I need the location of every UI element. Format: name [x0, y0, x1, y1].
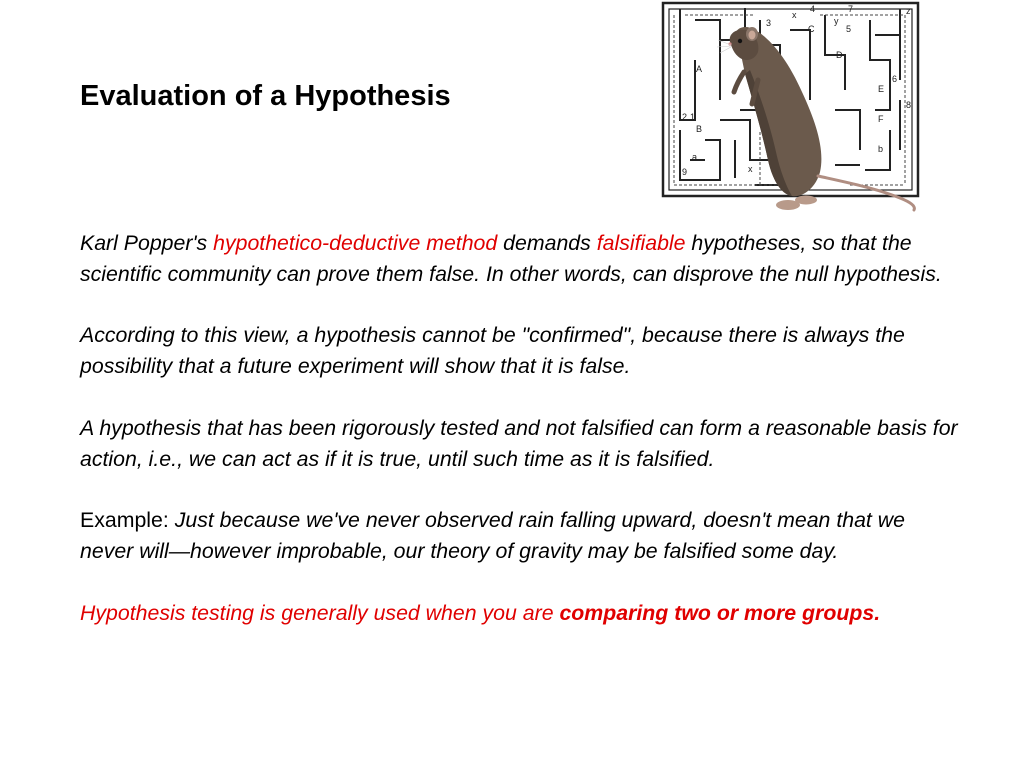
- paragraph-popper-rest: hypotheses, so that the scientific community can prove them false. In other words, can disprove the null hypothesis.: [80, 231, 942, 286]
- svg-text:7: 7: [848, 4, 854, 14]
- svg-text:5: 5: [846, 24, 852, 34]
- paragraph-popper-mid: demands: [497, 231, 597, 255]
- svg-text:B: B: [696, 124, 703, 134]
- term-hypothetico-deductive-method: hypothetico-deductive method: [213, 231, 498, 255]
- paragraph-confirmation: According to this view, a hypothesis cannot be "confirmed", because there is always the possibility that a future experiment will show that it is false.: [80, 323, 905, 379]
- svg-text:9: 9: [682, 167, 688, 177]
- paragraph-popper: [80, 228, 960, 290]
- svg-text:1: 1: [690, 112, 696, 122]
- rat-maze-image: [660, 0, 930, 225]
- hypothesis-testing-emphasis: comparing two or more groups.: [559, 600, 881, 625]
- slide-title: Evaluation of a Hypothesis: [80, 80, 451, 112]
- svg-text:x: x: [748, 164, 753, 174]
- paragraph-popper-intro: Karl Popper's: [80, 231, 214, 255]
- svg-text:b: b: [878, 144, 884, 154]
- svg-text:E: E: [878, 84, 885, 94]
- svg-text:6: 6: [892, 74, 898, 84]
- example-label: Example:: [80, 508, 175, 533]
- svg-text:4: 4: [810, 4, 816, 14]
- svg-text:y: y: [834, 16, 839, 26]
- svg-text:2: 2: [682, 112, 688, 122]
- rat-in-maze-icon: [660, 0, 930, 225]
- svg-text:8: 8: [906, 100, 912, 110]
- svg-text:D: D: [836, 50, 843, 60]
- svg-text:a: a: [692, 152, 698, 162]
- svg-text:F: F: [878, 114, 884, 124]
- example-text: Just because we've never observed rain falling upward, doesn't mean that we never will—however improbable, our theory of gravity may be falsified some day.: [80, 508, 905, 563]
- paragraph-example: [80, 505, 960, 567]
- svg-text:x: x: [792, 10, 797, 20]
- term-falsifiable: falsifiable: [596, 231, 686, 255]
- svg-text:A: A: [696, 64, 703, 74]
- paragraph-hypothesis-testing: [80, 598, 960, 629]
- svg-text:z: z: [906, 6, 911, 16]
- hypothesis-testing-text: Hypothesis testing is generally used when you are: [80, 600, 560, 625]
- svg-text:3: 3: [766, 18, 772, 28]
- svg-text:C: C: [808, 24, 815, 34]
- slide-body: [80, 228, 960, 659]
- paragraph-rigorous-testing: A hypothesis that has been rigorously tested and not falsified can form a reasonable basis for action, i.e., we can act as if it is true, until such time as it is falsified.: [80, 415, 958, 471]
